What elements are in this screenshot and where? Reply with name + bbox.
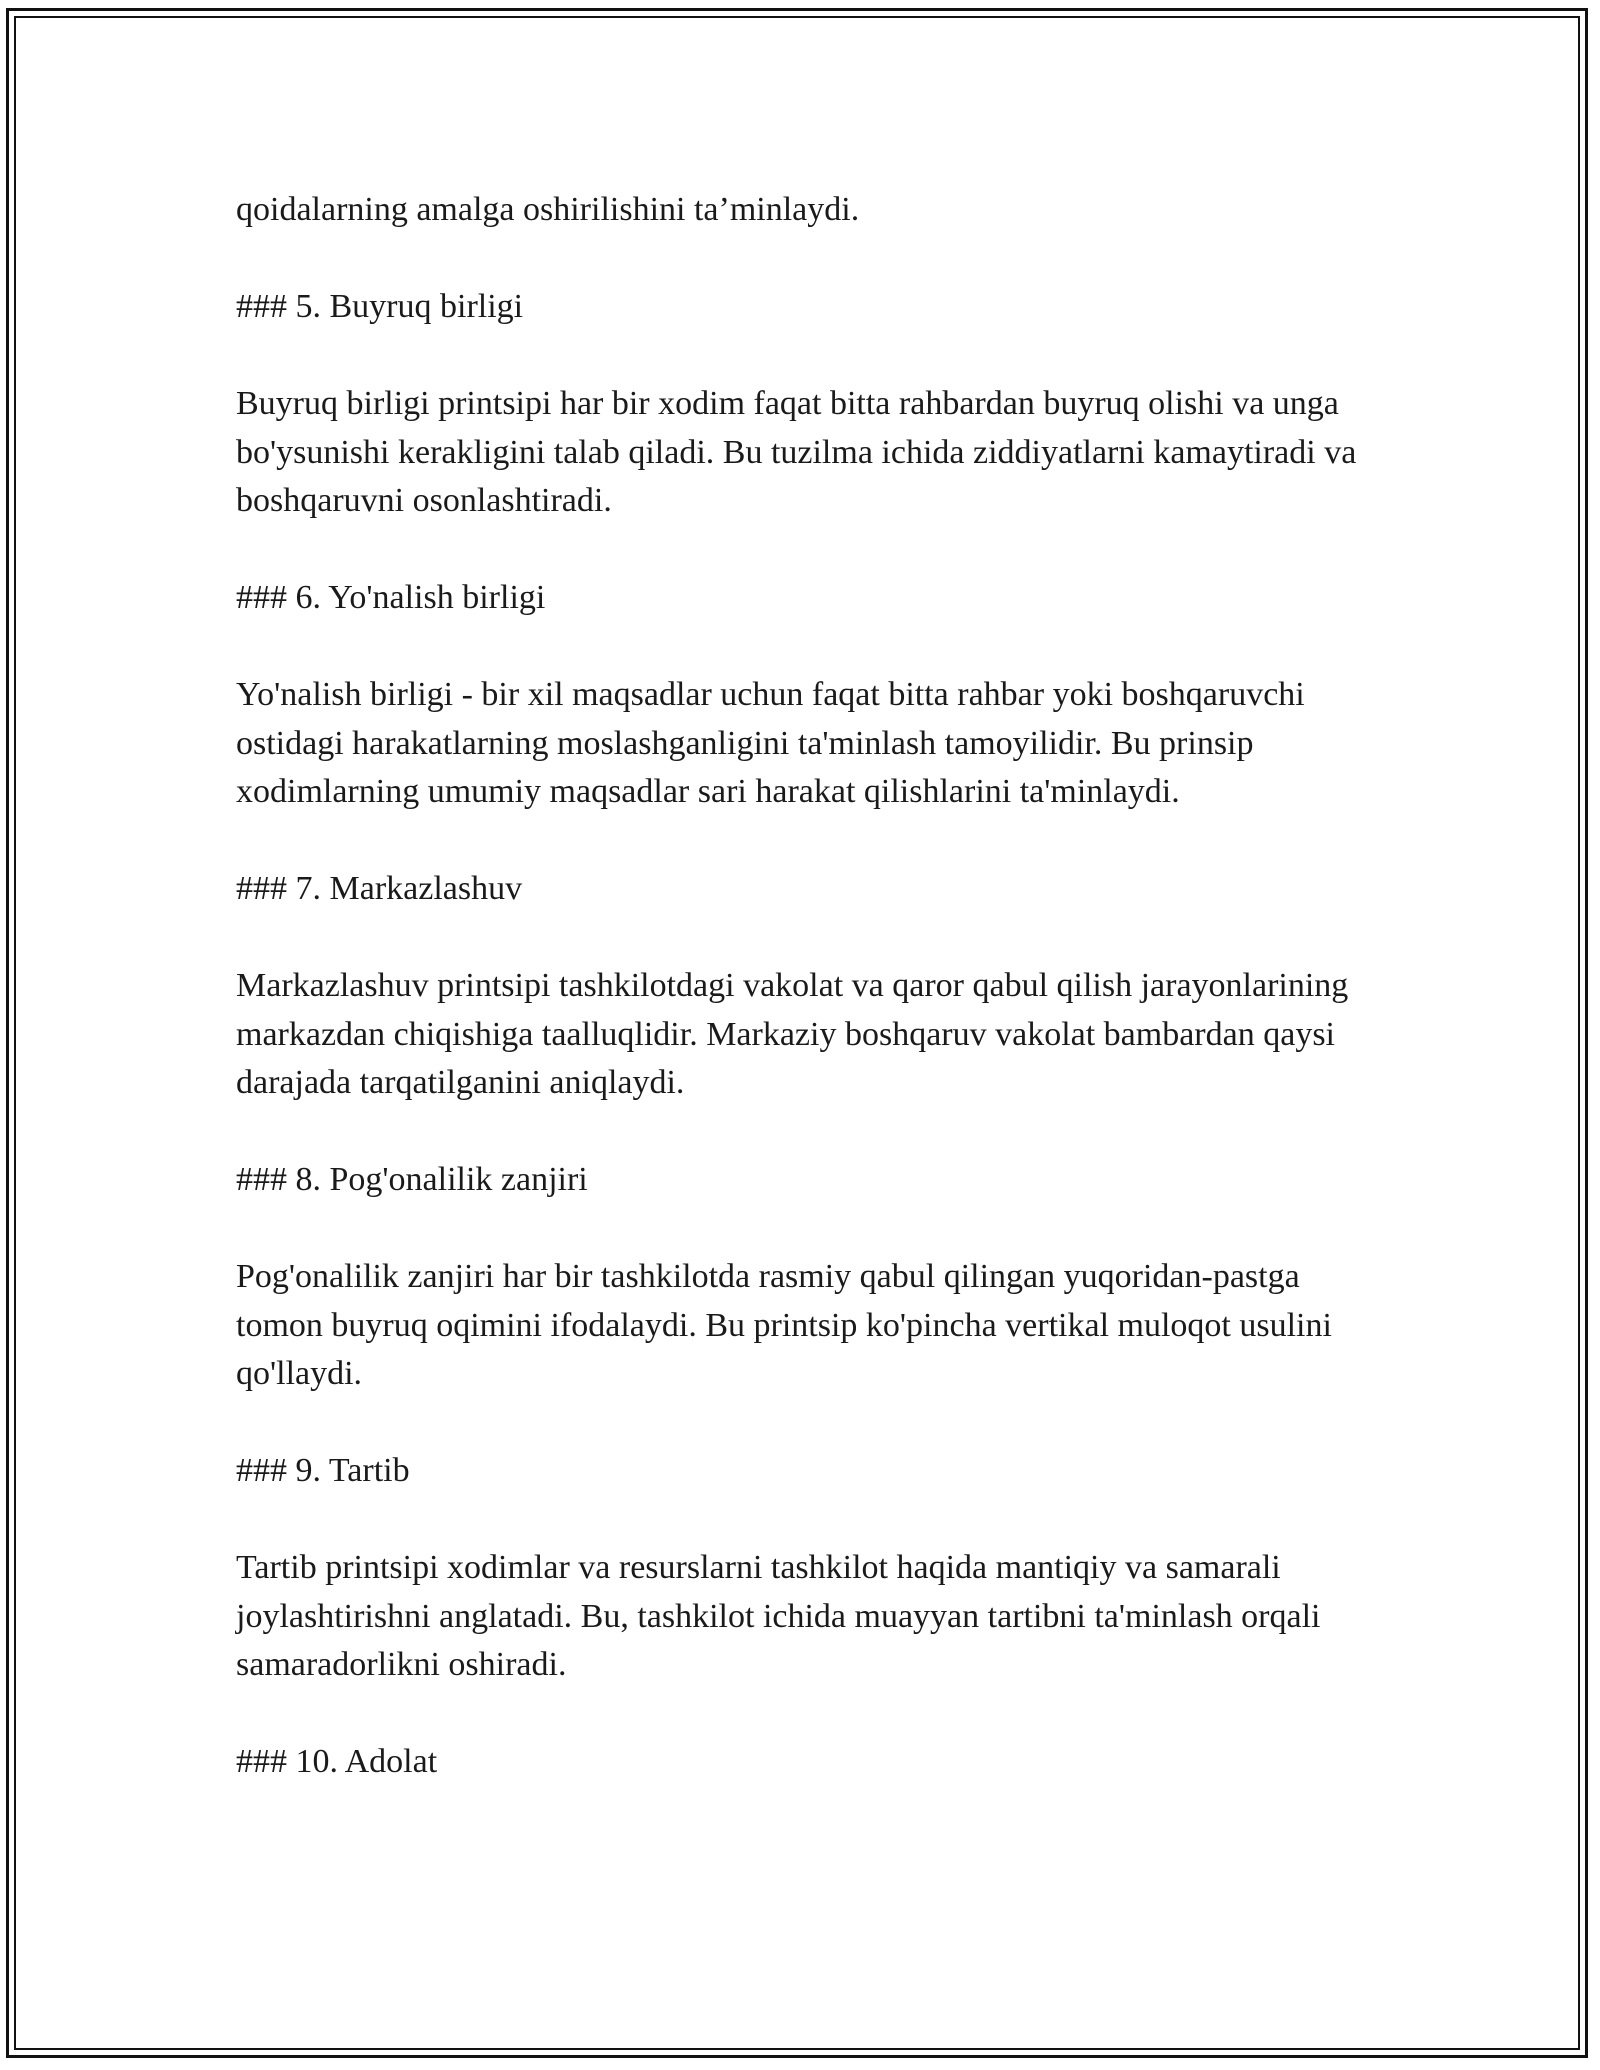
section-heading-7: ### 7. Markazlashuv: [236, 870, 523, 907]
section-paragraph-6: Yo'nalish birligi - bir xil maqsadlar uchun faqat bitta rahbar yoki boshqaruvchi ostidagi harakatlarning moslashganligini ta'minlash tamoyilidir. Bu prinsip xodimlarning umumiy maqsadlar sari harakat qilishlarini ta'minlaydi.: [236, 676, 1305, 810]
section-heading-6: ### 6. Yo'nalish birligi: [236, 579, 546, 616]
section-heading-5: ### 5. Buyruq birligi: [236, 288, 524, 325]
document-body: [236, 186, 1376, 1835]
section-paragraph-8: Pog'onalilik zanjiri har bir tashkilotda rasmiy qabul qilingan yuqoridan-pastga tomon buyruq oqimini ifodalaydi. Bu printsip ko'pincha vertikal muloqot usulini qo'llaydi.: [236, 1258, 1332, 1392]
section-heading-9: ### 9. Tartib: [236, 1452, 410, 1489]
section-paragraph-9: Tartib printsipi xodimlar va resurslarni tashkilot haqida mantiqiy va samarali joylashtirishni anglatadi. Bu, tashkilot ichida muayyan tartibni ta'minlash orqali samaradorlikni oshiradi.: [236, 1549, 1321, 1683]
section-heading-8: ### 8. Pog'onalilik zanjiri: [236, 1161, 588, 1198]
intro-paragraph: qoidalarning amalga oshirilishini ta’minlaydi.: [236, 191, 860, 228]
section-heading-10: ### 10. Adolat: [236, 1743, 438, 1780]
section-paragraph-5: Buyruq birligi printsipi har bir xodim faqat bitta rahbardan buyruq olishi va unga bo'ysunishi kerakligini talab qiladi. Bu tuzilma ichida ziddiyatlarni kamaytiradi va boshqaruvni osonlashtiradi.: [236, 385, 1357, 519]
section-paragraph-7: Markazlashuv printsipi tashkilotdagi vakolat va qaror qabul qilish jarayonlarining markazdan chiqishiga taalluqlidir. Markaziy boshqaruv vakolat bambardan qaysi darajada tarqatilganini aniqlaydi.: [236, 967, 1349, 1101]
